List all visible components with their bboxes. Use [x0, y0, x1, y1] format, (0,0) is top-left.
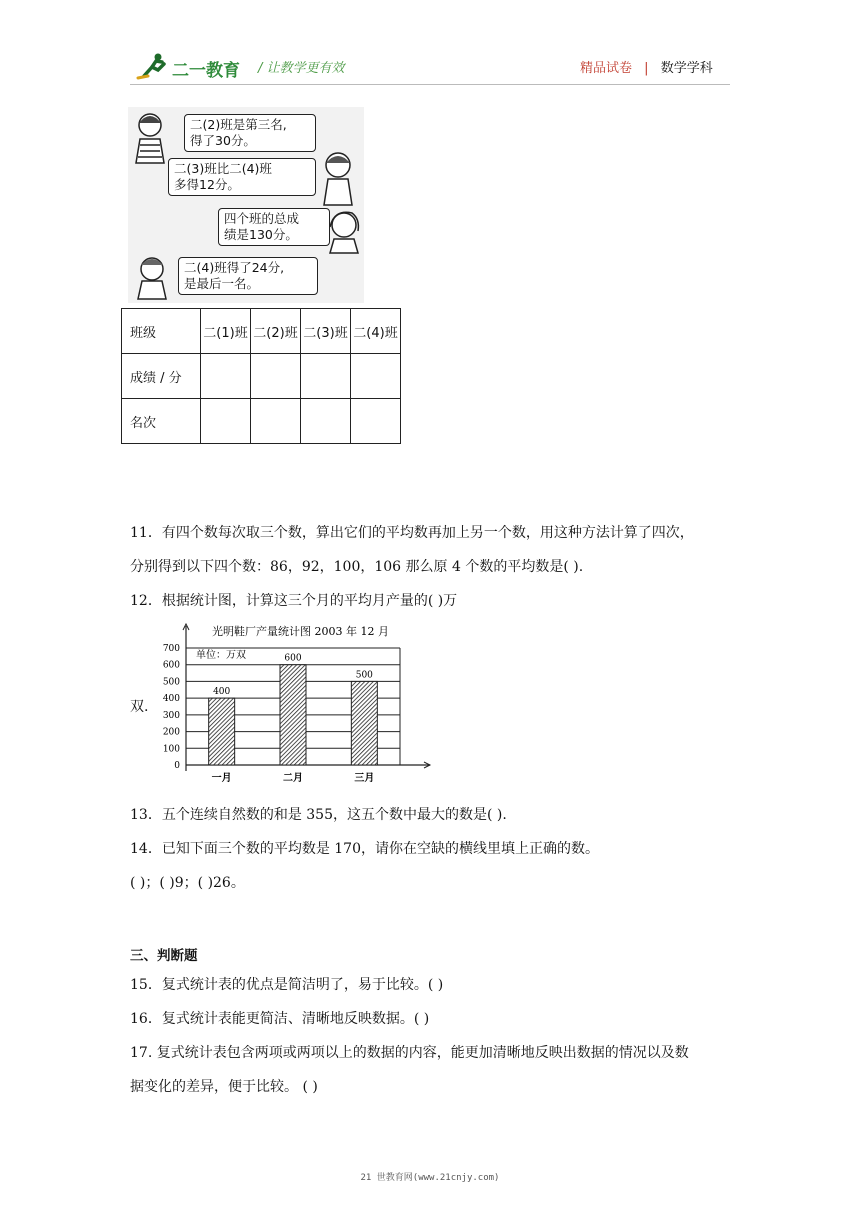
header-rule [130, 84, 730, 85]
dialogue-illustration [128, 107, 364, 303]
chart-x-labels [212, 771, 375, 784]
chart-title: 光明鞋厂产量统计图 2003 年 12 月 [212, 625, 389, 638]
answer-cell[interactable] [201, 354, 251, 399]
speech-bubble-3: 四个班的总成 绩是130分。 [218, 208, 330, 246]
table-header-cell: 二(3)班 [301, 309, 351, 354]
y-tick-label: 100 [162, 744, 180, 755]
runner-logo-icon [136, 52, 170, 80]
table-header-cell: 班级 [122, 309, 201, 354]
header-slogan: / 让教学更有效 [258, 61, 345, 76]
y-tick-label: 400 [162, 694, 180, 705]
table-row [122, 309, 401, 354]
question-12: 12．根据统计图，计算这三个月的平均月产量的( )万 [130, 593, 458, 609]
bar [280, 665, 306, 765]
boy-figure-icon [134, 253, 174, 301]
x-category-label: 二月 [283, 773, 303, 784]
table-header-cell: 二(4)班 [351, 309, 401, 354]
x-category-label: 一月 [211, 773, 232, 784]
speech-bubble-1: 二(2)班是第三名, 得了30分。 [184, 114, 316, 152]
girl-figure-icon [130, 109, 170, 165]
y-tick-label: 200 [162, 727, 180, 738]
question-13: 13．五个连续自然数的和是 355，这五个数中最大的数是( ). [130, 807, 507, 823]
section-3-title: 三、判断题 [130, 948, 198, 964]
question-12-tail: 双. [130, 699, 149, 715]
table-header-cell: 二(2)班 [251, 309, 301, 354]
answer-cell[interactable] [201, 399, 251, 444]
question-15: 15．复式统计表的优点是简洁明了，易于比较。( ) [130, 977, 444, 993]
production-bar-chart [150, 620, 440, 790]
header-right [580, 57, 713, 76]
question-11-line1: 11．有四个数每次取三个数，算出它们的平均数再加上另一个数，用这种方法计算了四次， [130, 525, 694, 541]
table-header-cell: 二(1)班 [201, 309, 251, 354]
bar [209, 698, 235, 765]
answer-cell[interactable] [351, 354, 401, 399]
chart-unit-label: 单位：万双 [196, 650, 246, 661]
girl-figure-2-icon [316, 147, 360, 207]
x-category-label: 三月 [354, 773, 375, 784]
answer-cell[interactable] [351, 399, 401, 444]
answer-cell[interactable] [301, 399, 351, 444]
answer-cell[interactable] [301, 354, 351, 399]
question-14-line1: 14．已知下面三个数的平均数是 170，请你在空缺的横线里填上正确的数。 [130, 841, 599, 857]
y-tick-label: 500 [162, 677, 180, 688]
answer-cell[interactable] [251, 354, 301, 399]
table-row [122, 354, 401, 399]
footer-text: 21 世教育网(www.21cnjy.com) [360, 1173, 500, 1183]
speech-bubble-2: 二(3)班比二(4)班 多得12分。 [168, 158, 316, 196]
question-17-line1: 17. 复式统计表包含两项或两项以上的数据的内容，能更加清晰地反映出数据的情况以及数 [130, 1045, 689, 1061]
question-11-line2: 分别得到以下四个数：86，92，100，106 那么原 4 个数的平均数是( ). [130, 559, 584, 575]
answer-cell[interactable] [251, 399, 301, 444]
bar [351, 681, 377, 765]
question-17-line2: 据变化的差异，便于比较。 ( ) [130, 1079, 318, 1095]
y-tick-label: 300 [162, 710, 180, 721]
speech-bubble-4: 二(4)班得了24分, 是最后一名。 [178, 257, 318, 295]
bar-value-label: 500 [355, 670, 373, 681]
chart-bars [209, 652, 378, 765]
bar-value-label: 600 [284, 653, 302, 664]
chart-y-ticks [163, 644, 180, 771]
table-row [122, 399, 401, 444]
score-table [121, 308, 401, 444]
y-tick-label: 700 [162, 644, 180, 654]
header-divider: | [644, 61, 649, 76]
question-16: 16．复式统计表能更简洁、清晰地反映数据。( ) [130, 1011, 430, 1027]
logo [136, 52, 246, 80]
question-14-line2: ( )；( )9；( )26。 [130, 875, 245, 891]
logo-text: 二一教育 [172, 61, 240, 81]
header-badge: 精品试卷 [580, 61, 633, 76]
y-tick-label: 600 [162, 660, 180, 671]
teacher-figure-icon [324, 207, 364, 255]
header-subject: 数学学科 [660, 61, 713, 76]
bar-value-label: 400 [213, 687, 231, 698]
table-row-label: 名次 [122, 399, 201, 444]
y-tick-label: 0 [174, 761, 180, 771]
table-row-label: 成绩 / 分 [122, 354, 201, 399]
